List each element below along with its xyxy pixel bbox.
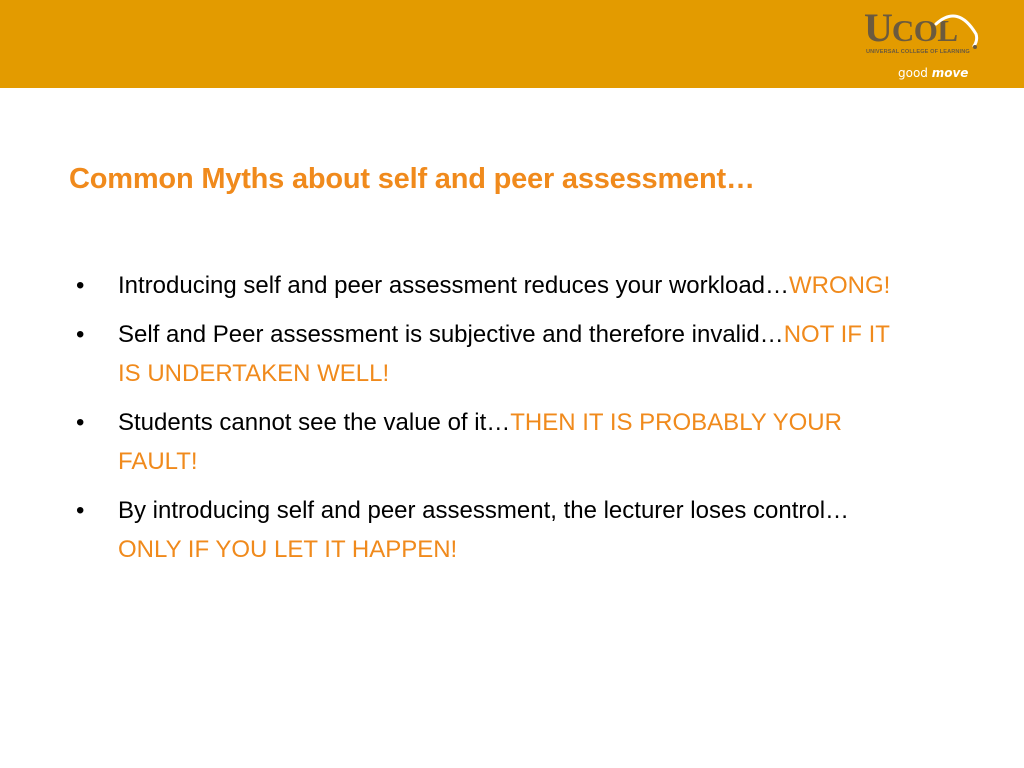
bullet-item	[70, 266, 910, 305]
logo-swoosh-icon	[934, 10, 980, 50]
tagline-bold: move	[931, 66, 969, 80]
bullet-text: Students cannot see the value of it…	[118, 409, 511, 436]
bullet-marker: •	[76, 497, 85, 524]
logo-letters-col: COL	[891, 13, 958, 48]
bullet-item	[70, 403, 910, 481]
bullet-marker: •	[76, 272, 85, 299]
logo-tagline	[898, 66, 968, 80]
bullet-highlight: WRONG!	[789, 272, 891, 299]
slide-title: Common Myths about self and peer assessment…	[69, 163, 755, 195]
bullet-highlight: ONLY IF YOU LET IT HAPPEN!	[118, 536, 458, 563]
bullet-text: Self and Peer assessment is subjective and therefore invalid…	[118, 321, 784, 348]
bullet-text: By introducing self and peer assessment, the lecturer loses control…	[118, 497, 850, 524]
bullet-highlight: NOT IF IT IS UNDERTAKEN WELL!	[118, 321, 890, 387]
header-band	[0, 0, 1024, 88]
bullet-highlight: THEN IT IS PROBABLY YOUR FAULT!	[118, 409, 842, 475]
bullet-marker: •	[76, 409, 85, 436]
logo-letter-u: U	[864, 5, 892, 50]
bullet-list	[70, 266, 910, 579]
tagline-plain: good	[898, 66, 932, 80]
ucol-logo	[864, 5, 984, 84]
bullet-text: Introducing self and peer assessment reduces your workload…	[118, 272, 790, 299]
bullet-marker: •	[76, 321, 85, 348]
bullet-item	[70, 491, 910, 569]
bullet-item	[70, 315, 910, 393]
logo-subtitle: UNIVERSAL COLLEGE OF LEARNING	[866, 49, 970, 55]
